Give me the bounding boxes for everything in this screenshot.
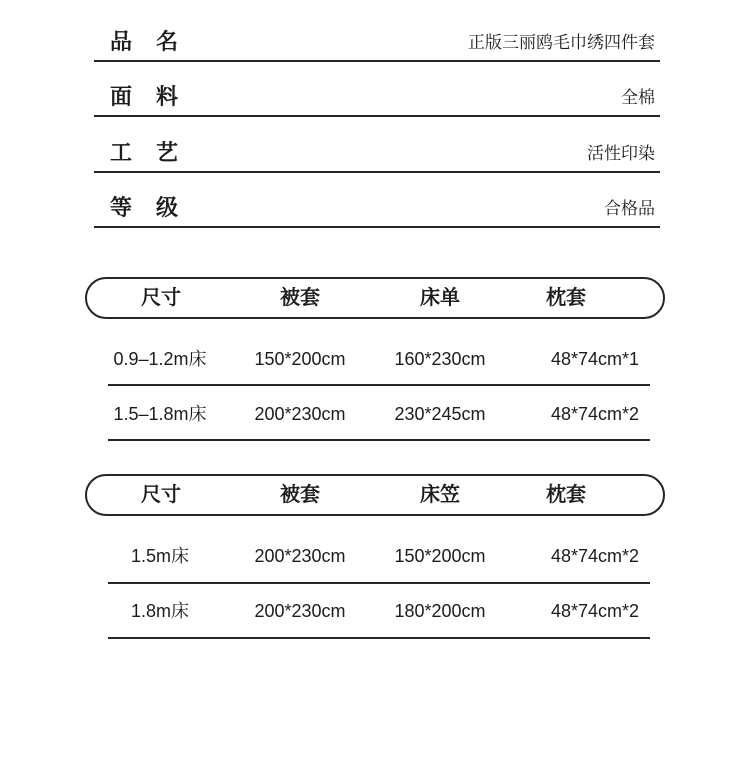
duvet-cover-cell: 200*230cm (254, 545, 346, 566)
duvet-cover-cell: 200*230cm (254, 403, 346, 424)
table-row (85, 584, 665, 640)
spec-label: 等 级 (110, 195, 180, 220)
pillowcase-cell: 48*74cm*1 (550, 348, 640, 369)
column-header-duvet-cover: 被套 (280, 287, 320, 309)
spec-value: 全棉 (621, 88, 655, 107)
table-body (85, 331, 665, 441)
pillowcase-cell: 48*74cm*2 (550, 545, 640, 566)
duvet-cover-cell: 150*200cm (254, 348, 346, 369)
column-header-size: 尺寸 (141, 484, 181, 506)
spec-list (94, 6, 660, 228)
table-row (85, 386, 665, 441)
table-row (85, 528, 665, 584)
spec-row-fabric (94, 62, 660, 118)
fitted-sheet-cell: 150*200cm (394, 545, 486, 566)
spec-label: 面 料 (110, 84, 180, 109)
spec-value: 活性印染 (587, 143, 655, 163)
pillowcase-cell: 48*74cm*2 (550, 601, 640, 622)
table-header-row (85, 277, 665, 319)
duvet-cover-cell: 200*230cm (254, 601, 346, 622)
size-cell: 1.5m床 (130, 545, 190, 566)
size-table-fitted-sheet (85, 474, 665, 639)
size-cell: 0.9–1.2m床 (113, 348, 207, 369)
bed-sheet-cell: 230*245cm (394, 403, 486, 424)
spec-value: 正版三丽鸥毛巾绣四件套 (468, 32, 655, 52)
spec-value: 合格品 (604, 199, 655, 218)
spec-row-craft (94, 117, 660, 173)
column-header-fitted-sheet: 床笠 (420, 484, 460, 506)
column-header-bed-sheet: 床单 (420, 287, 460, 309)
spec-row-product-name (94, 6, 660, 62)
spec-label: 品 名 (110, 28, 180, 54)
size-cell: 1.8m床 (130, 601, 190, 622)
pillowcase-cell: 48*74cm*2 (550, 403, 640, 424)
column-header-size: 尺寸 (141, 287, 181, 309)
size-cell: 1.5–1.8m床 (113, 403, 207, 424)
table-row (85, 331, 665, 386)
fitted-sheet-cell: 180*200cm (394, 601, 486, 622)
table-header-row (85, 474, 665, 516)
bed-sheet-cell: 160*230cm (394, 348, 486, 369)
spec-label: 工 艺 (110, 139, 180, 165)
column-header-pillowcase: 枕套 (546, 287, 586, 309)
table-body (85, 528, 665, 639)
column-header-pillowcase: 枕套 (546, 484, 586, 506)
size-table-flat-sheet (85, 277, 665, 441)
spec-row-grade (94, 173, 660, 229)
column-header-duvet-cover: 被套 (280, 484, 320, 506)
